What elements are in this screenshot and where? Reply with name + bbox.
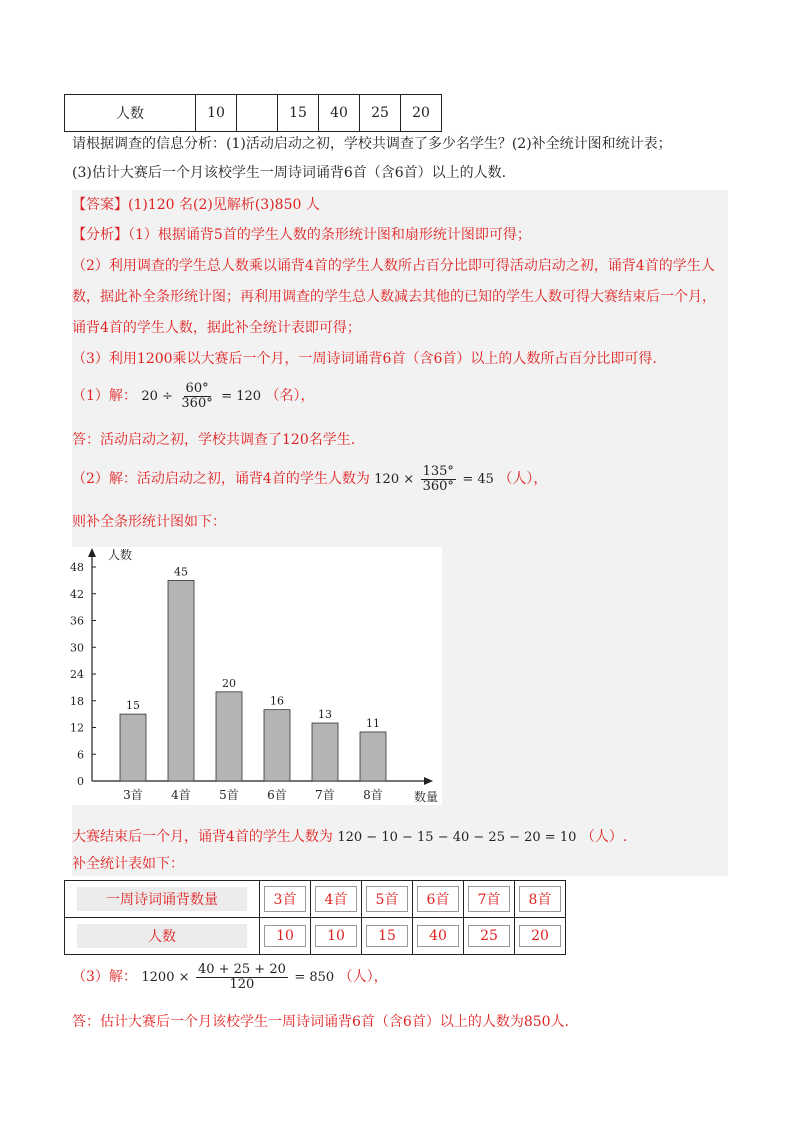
y-tick-label: 36 (70, 614, 84, 628)
chart-intro: 则补全条形统计图如下： (72, 514, 226, 530)
analysis-tag: 【分析】 (72, 227, 128, 243)
sol2-prefix: （2）解：活动启动之初，诵背4首的学生人数为 (72, 471, 370, 487)
sol3-num: 40 + 25 + 20 (197, 961, 286, 977)
bar-2 (216, 692, 242, 781)
data-label: 20 (222, 676, 236, 690)
bar-0 (120, 714, 146, 781)
sol1-unit: （名）， (265, 388, 315, 404)
y-tick-label: 24 (70, 668, 84, 681)
solution-3 (72, 960, 388, 995)
x-tick-label: 5首 (219, 788, 239, 802)
y-tick-label: 0 (77, 775, 84, 788)
data-label: 16 (270, 694, 284, 708)
sol3-math-b: = 850 (294, 970, 335, 985)
table2-header: 5首 (366, 886, 408, 912)
x-tick-label: 4首 (171, 788, 191, 802)
sol2-den: 360° (422, 478, 454, 494)
sol1-math-a: 20 ÷ (141, 389, 173, 404)
data-label: 15 (126, 699, 140, 713)
sol1-math-b: = 120 (221, 389, 262, 404)
table2-value: 40 (417, 925, 459, 947)
analysis-line-3: 数，据此补全条形统计图；再利用调查的学生总人数减去其他的已知的学生人数可得大赛结束后一个月， (72, 289, 716, 305)
y-tick-label: 6 (77, 748, 84, 762)
bar-5 (360, 732, 386, 781)
sol2-math-b: = 45 (462, 472, 494, 487)
table2-header: 3首 (264, 886, 306, 912)
y-axis-label: 人数 (108, 548, 133, 562)
table2-header: 7首 (468, 886, 510, 912)
data-label: 11 (366, 716, 380, 730)
y-tick-label: 18 (70, 694, 84, 708)
top-table (64, 94, 442, 132)
sol1-num: 60° (185, 380, 209, 396)
top-table-cell: 15 (278, 95, 319, 132)
analysis-text: （1）根据诵背5首的学生人数的条形统计图和扇形统计图即可得； (128, 227, 531, 243)
sol3-math-a: 1200 × (141, 970, 190, 985)
sol2-unit: （人）， (498, 471, 548, 487)
x-tick-label: 6首 (267, 788, 287, 802)
table2-value: 25 (468, 925, 510, 947)
x-axis-arrow (424, 777, 433, 785)
sol1-den: 360° (181, 395, 213, 411)
x-tick-label: 3首 (123, 788, 143, 802)
sol3-unit: （人）， (338, 969, 388, 985)
bar-4 (312, 723, 338, 781)
after-chart-line (72, 826, 627, 849)
after-chart-prefix: 大赛结束后一个月，诵背4首的学生人数为 (72, 829, 333, 845)
solution-2 (72, 464, 547, 495)
sol3-prefix: （3）解： (72, 969, 137, 985)
top-table-cell: 25 (360, 95, 401, 132)
y-tick-label: 12 (70, 721, 84, 735)
data-label: 45 (174, 565, 188, 579)
x-axis-label: 数量 (414, 790, 439, 804)
after-chart-math: 120 − 10 − 15 − 40 − 25 − 20 = 10 (337, 830, 577, 845)
y-tick-label: 30 (70, 641, 84, 655)
table2-header: 6首 (417, 886, 459, 912)
y-tick-label: 48 (70, 561, 84, 574)
chart-panel (72, 547, 442, 805)
data-label: 13 (318, 708, 332, 722)
sol1-prefix: （1）解： (72, 388, 137, 404)
bar-1 (168, 580, 194, 781)
table2-header-label: 一周诗词诵背数量 (77, 887, 247, 911)
table2-value: 15 (366, 925, 408, 947)
bar-3 (264, 710, 290, 781)
sol3-den: 120 (229, 976, 255, 992)
analysis-line-1 (72, 225, 531, 245)
question-line-1: 请根据调查的信息分析：(1)活动启动之初，学校共调查了多少名学生？(2)补全统计图和统计表； (72, 136, 672, 152)
table2-value: 10 (264, 925, 306, 947)
sol2-fraction (421, 465, 456, 494)
sol1-conclusion: 答：活动启动之初，学校共调查了120名学生. (72, 432, 356, 448)
after-chart-unit: （人）. (580, 829, 628, 845)
sol2-math-a: 120 × (374, 472, 415, 487)
sol3-fraction (196, 963, 288, 992)
y-axis-arrow (88, 548, 96, 557)
top-table-cell (237, 95, 278, 132)
bar-chart (72, 547, 442, 805)
x-tick-label: 8首 (363, 788, 383, 802)
question-line-2: (3)估计大赛后一个月该校学生一周诗词诵背6首（含6首）以上的人数. (72, 165, 507, 181)
solution-1 (72, 381, 314, 412)
analysis-line-5: （3）利用1200乘以大赛后一个月，一周诗词诵背6首（含6首）以上的人数所占百分比即可得. (72, 351, 657, 367)
sol3-conclusion: 答：估计大赛后一个月该校学生一周诗词诵背6首（含6首）以上的人数为850人. (72, 1014, 569, 1030)
answer-line: 【答案】(1)120 名(2)见解析(3)850 人 (72, 197, 320, 213)
analysis-line-2: （2）利用调查的学生总人数乘以诵背4首的学生人数所占百分比即可得活动启动之初，诵背4首的学生人 (72, 258, 715, 274)
table-intro: 补全统计表如下： (72, 856, 184, 872)
sol2-num: 135° (422, 463, 454, 479)
top-table-cell: 10 (196, 95, 237, 132)
y-tick-label: 42 (70, 587, 84, 601)
table2-header: 4首 (315, 886, 357, 912)
x-tick-label: 7首 (315, 788, 335, 802)
completed-table (64, 880, 566, 955)
top-table-label: 人数 (65, 95, 196, 132)
top-table-cell: 40 (319, 95, 360, 132)
table2-value: 10 (315, 925, 357, 947)
analysis-line-4: 诵背4首的学生人数，据此补全统计表即可得； (72, 320, 361, 336)
sol1-fraction (179, 382, 214, 411)
table2-row-label: 人数 (77, 924, 247, 948)
table2-header: 8首 (519, 886, 561, 912)
table2-value: 20 (519, 925, 561, 947)
top-table-cell: 20 (401, 95, 442, 132)
